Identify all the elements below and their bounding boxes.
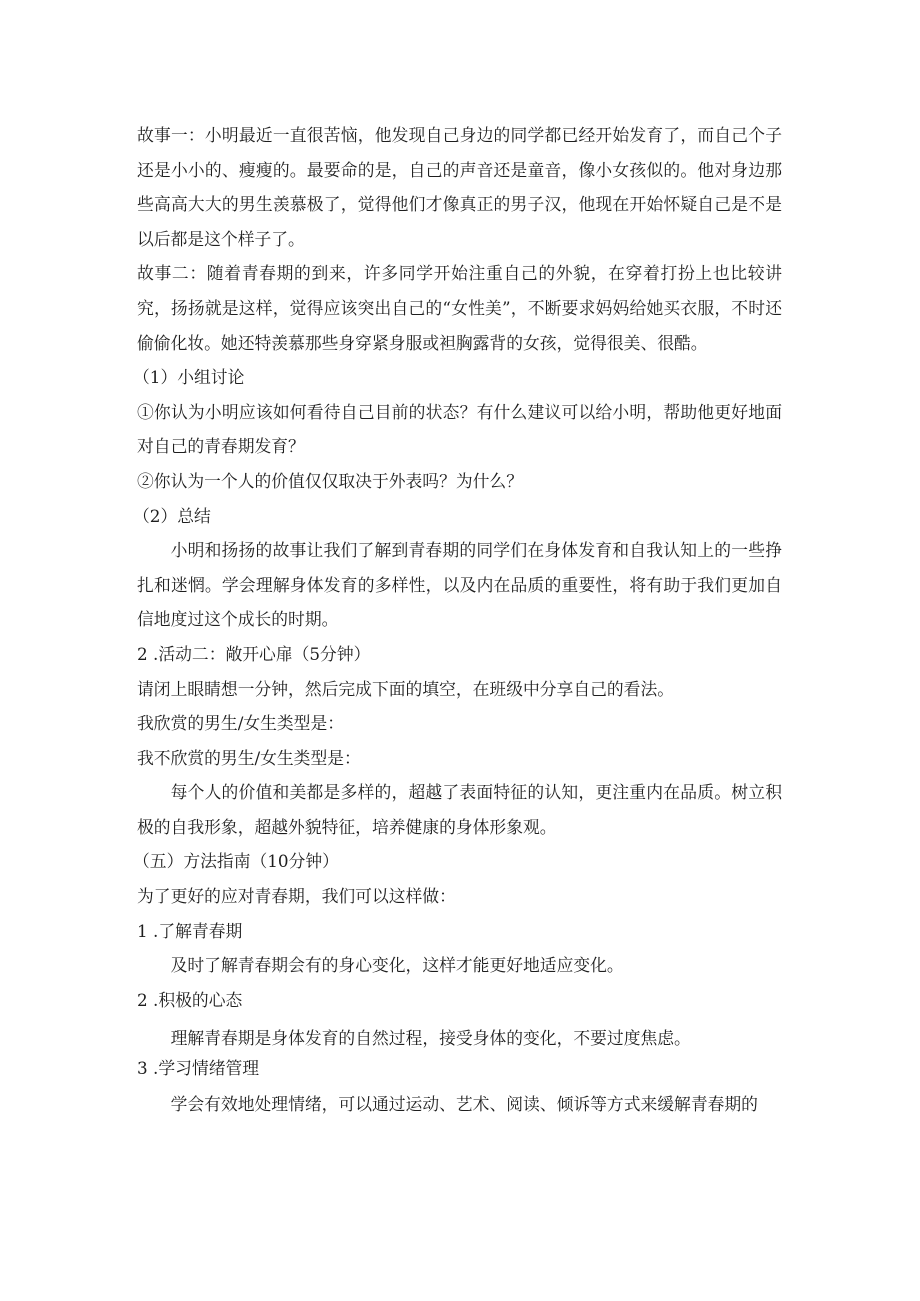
- discussion-heading: （1）小组讨论: [133, 367, 245, 388]
- tip-two-text: 理解青春期是身体发育的自然过程，接受身体的变化，不要过度焦虑。: [170, 1028, 691, 1049]
- value-paragraph: 每个人的价值和美都是多样的，超越了表面特征的认知，更注重内在品质。树立积极的自我形象，超越外貌特征，培养健康的身体形象观。: [137, 782, 782, 837]
- fill-in-not-appreciate: 我不欣赏的男生/女生类型是：: [137, 747, 361, 768]
- tip-one-text: 及时了解青春期会有的身心变化，这样才能更好地适应变化。: [170, 955, 624, 976]
- tip-one-heading: 1 .了解青春期: [137, 920, 243, 941]
- question-one: ①你认为小明应该如何看待自己目前的状态？有什么建议可以给小明，帮助他更好地面对自己的青春期发育？: [137, 401, 782, 457]
- story-one: 故事一：小明最近一直很苦恼，他发现自己身边的同学都已经开始发育了，而自己个子还是小小的、瘦瘦的。最要命的是，自己的声音还是童音，像小女孩似的。他对身边那些高高大大的男生羡慕极了，觉得他们才像真正的男子汉，他现在开始怀疑自己是不是以后都是这个样子了。: [137, 125, 782, 249]
- section-five-intro: 为了更好的应对青春期，我们可以这样做：: [137, 886, 456, 907]
- activity-two-heading: 2 .活动二：敞开心扉（5分钟）: [137, 643, 371, 664]
- document-body: [133, 118, 782, 1122]
- summary-heading: （2）总结: [133, 505, 211, 526]
- tip-three-text: 学会有效地处理情绪，可以通过运动、艺术、阅读、倾诉等方式来缓解青春期的: [170, 1094, 758, 1115]
- activity-two-instruction: 请闭上眼睛想一分钟，然后完成下面的填空，在班级中分享自己的看法。: [137, 678, 675, 699]
- fill-in-appreciate: 我欣赏的男生/女生类型是：: [137, 713, 345, 734]
- question-two: ②你认为一个人的价值仅仅取决于外表吗？为什么？: [137, 470, 523, 491]
- tip-two-heading: 2 .积极的心态: [137, 989, 243, 1010]
- summary-paragraph: 小明和扬扬的故事让我们了解到青春期的同学们在身体发育和自我认知上的一些挣扎和迷惘。学会理解身体发育的多样性，以及内在品质的重要性，将有助于我们更加自信地度过这个成长的时期。: [137, 540, 782, 630]
- tip-three-heading: 3 .学习情绪管理: [137, 1058, 260, 1079]
- story-two: 故事二：随着青春期的到来，许多同学开始注重自己的外貌，在穿着打扮上也比较讲究，扬扬就是这样，觉得应该突出自己的“女性美”，不断要求妈妈给她买衣服，不时还偷偷化妆。她还特羡慕那些身穿紧身服或袒胸露背的女孩，觉得很美、很酷。: [137, 263, 782, 353]
- section-five-heading: （五）方法指南（10分钟）: [133, 851, 339, 872]
